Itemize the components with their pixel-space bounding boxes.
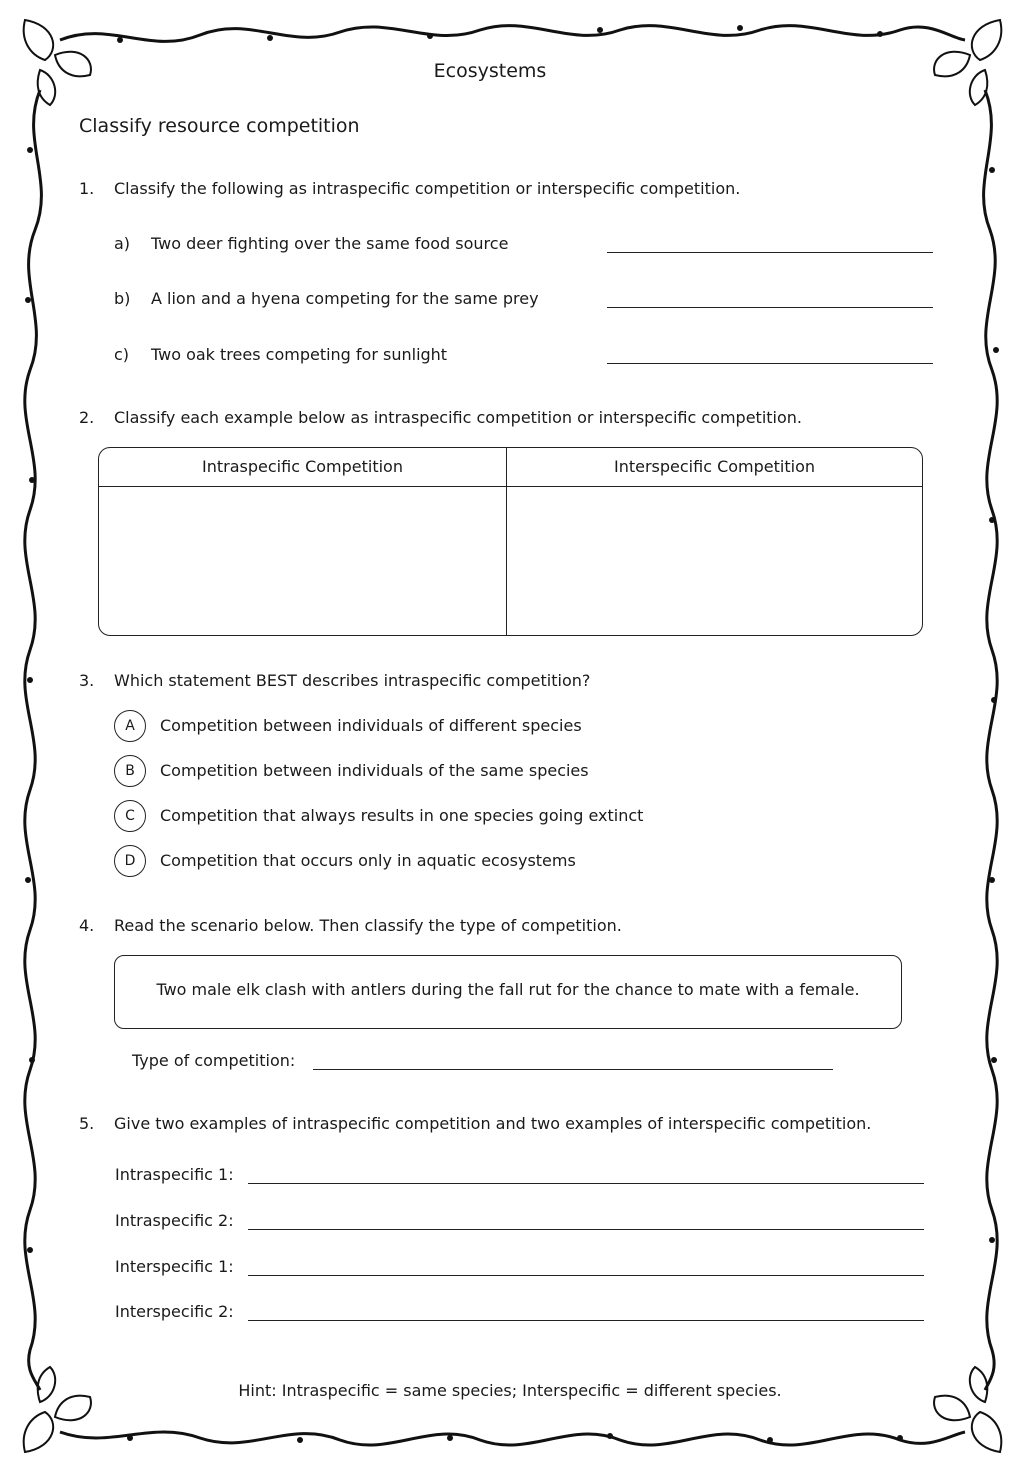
- q1-prompt: Classify the following as intraspecific competition or interspecific competition.: [114, 179, 741, 198]
- option-b-bubble[interactable]: B: [114, 755, 146, 787]
- interspecific-2-label: Interspecific 2:: [115, 1302, 234, 1321]
- q1-number: 1.: [79, 179, 95, 198]
- option-d-text: Competition that occurs only in aquatic ecosystems: [160, 851, 576, 870]
- type-of-competition-label: Type of competition:: [132, 1051, 296, 1070]
- option-a-text: Competition between individuals of different species: [160, 716, 582, 735]
- q1a-answer-line[interactable]: [607, 252, 933, 253]
- hint-text: Hint: Intraspecific = same species; Interspecific = different species.: [238, 1381, 782, 1400]
- q2-prompt: Classify each example below as intraspecific competition or interspecific competition.: [114, 408, 803, 427]
- q4-number: 4.: [79, 916, 95, 935]
- q1c-letter: c): [114, 345, 130, 364]
- table-divider: [506, 448, 507, 635]
- q1a-text: Two deer fighting over the same food source: [151, 234, 509, 253]
- q3-prompt: Which statement BEST describes intraspecific competition?: [114, 671, 591, 690]
- q1b-answer-line[interactable]: [607, 307, 933, 308]
- interspecific-answer-cell[interactable]: [508, 488, 920, 633]
- q3-number: 3.: [79, 671, 95, 690]
- q5-number: 5.: [79, 1114, 95, 1133]
- column-header-intraspecific: Intraspecific Competition: [202, 457, 403, 476]
- scenario-text: Two male elk clash with antlers during the fall rut for the chance to mate with a female.: [156, 980, 860, 999]
- intraspecific-2-label: Intraspecific 2:: [115, 1211, 234, 1230]
- option-a-bubble[interactable]: A: [114, 710, 146, 742]
- q4-prompt: Read the scenario below. Then classify the type of competition.: [114, 916, 622, 935]
- option-b-text: Competition between individuals of the same species: [160, 761, 589, 780]
- scenario-box: [114, 955, 902, 1029]
- section-subtitle: Classify resource competition: [79, 115, 360, 137]
- interspecific-2-line[interactable]: [248, 1320, 924, 1321]
- q1b-letter: b): [114, 289, 131, 308]
- q1a-letter: a): [114, 234, 131, 253]
- intraspecific-1-line[interactable]: [248, 1183, 924, 1184]
- type-of-competition-line[interactable]: [313, 1069, 833, 1070]
- q1c-text: Two oak trees competing for sunlight: [151, 345, 448, 364]
- column-header-interspecific: Interspecific Competition: [613, 457, 815, 476]
- option-c-text: Competition that always results in one species going extinct: [160, 806, 644, 825]
- intraspecific-answer-cell[interactable]: [99, 488, 505, 633]
- intraspecific-2-line[interactable]: [248, 1229, 924, 1230]
- classification-table: [98, 447, 923, 636]
- q1c-answer-line[interactable]: [607, 363, 933, 364]
- q5-prompt: Give two examples of intraspecific competition and two examples of interspecific competition.: [114, 1114, 872, 1133]
- q2-number: 2.: [79, 408, 95, 427]
- q1b-text: A lion and a hyena competing for the same prey: [151, 289, 539, 308]
- interspecific-1-label: Interspecific 1:: [115, 1257, 234, 1276]
- page-title: Ecosystems: [433, 60, 547, 82]
- interspecific-1-line[interactable]: [248, 1275, 924, 1276]
- option-c-bubble[interactable]: C: [114, 800, 146, 832]
- intraspecific-1-label: Intraspecific 1:: [115, 1165, 234, 1184]
- option-d-bubble[interactable]: D: [114, 845, 146, 877]
